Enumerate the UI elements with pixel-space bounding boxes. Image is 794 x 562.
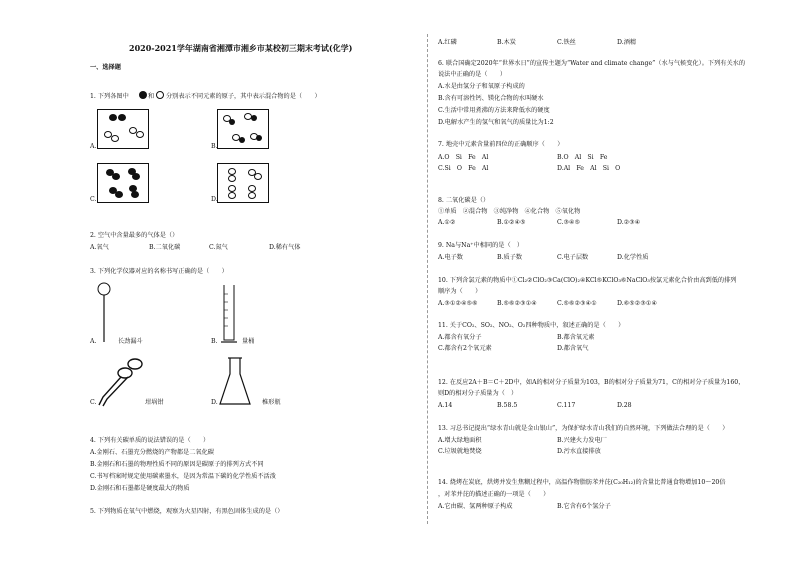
white-atom-icon: [228, 192, 236, 199]
q5-option-a: A.红磷: [438, 39, 457, 46]
option-b-diagram: [217, 109, 269, 149]
q3-option-c-label: C.: [90, 399, 97, 406]
q14-stem-line1: 14. 烧烤在炭底，烘烤并发生焦糊过程中，高温作物脂肪苯并芘(C₂₀H₁₂)的含量比普通食物增加10～20倍: [438, 479, 726, 486]
q7-option-d: D.Al Fe Al Si O: [557, 165, 621, 172]
black-atom-icon: [229, 119, 235, 125]
q3-option-b-text: 量桶: [242, 338, 255, 345]
black-atom-icon: [115, 191, 123, 198]
column-divider: [427, 34, 428, 524]
funnel-icon: [95, 282, 115, 344]
white-atom-icon: [136, 131, 144, 138]
q6-stem-line2: 说法中正确的是（ ）: [438, 71, 507, 78]
q13-stem: 13. 习总书记提出“绿水青山就是金山银山”，为保护绿水青山我们的自然环境，下列做法合理的是（ ）: [438, 425, 729, 432]
q11-option-a: A.都含有氧分子: [438, 334, 482, 341]
q4-stem: 4. 下列有关碳单质的说法错误的是（ ）: [90, 437, 210, 444]
q8-option-a: A.①②: [438, 219, 456, 226]
q5-option-b: B.木炭: [497, 39, 516, 46]
q3-option-d-text: 椎形瓶: [262, 399, 281, 406]
white-atom-icon: [248, 192, 256, 199]
crucible-tongs-icon: [95, 355, 145, 407]
q2-option-c: C.氮气: [209, 244, 228, 251]
q10-stem-line1: 10. 下列含氯元素的物质中①Cl₂②ClO₂③Ca(ClO)₂④KCl⑤KClO₃⑥NaClO₃按氯元素化合价由高到低的排列: [438, 277, 737, 284]
q1-stem-b: 和: [148, 93, 155, 100]
black-atom-icon: [239, 137, 245, 143]
q2-option-b: B.二氧化碳: [149, 244, 181, 251]
option-a-label: A.: [90, 143, 97, 150]
q11-option-c: C.都含有2个氧元素: [438, 345, 492, 352]
q4-option-d: D.金刚石和石墨都是硬度最大的物质: [90, 485, 190, 492]
q8-option-b: B.①②④⑤: [497, 219, 526, 226]
q2-option-d: D.稀有气体: [269, 244, 301, 251]
q2-option-a: A.氧气: [90, 244, 109, 251]
q2-stem: 2. 空气中含量最多的气体是（）: [90, 232, 179, 239]
q9-option-c: C.电子层数: [557, 254, 589, 261]
q1-stem-c: 分别表示不同元素的原子，其中表示混合物的是（ ）: [166, 93, 321, 100]
q7-option-a: A.O Si Fe Al: [438, 154, 489, 161]
q13-option-d: D.污水直接排放: [557, 448, 601, 455]
conical-flask-icon: [218, 356, 252, 408]
q13-option-c: C.垃圾就地焚烧: [438, 448, 482, 455]
q8-items: ①单质 ②混合物 ③纯净物 ④化合物 ⑤氧化物: [438, 208, 581, 215]
q7-stem: 7. 地壳中元素含量前四位的正确顺序（ ）: [438, 141, 564, 148]
q8-option-d: D.②③④: [617, 219, 641, 226]
q13-option-a: A.增大绿地面积: [438, 437, 482, 444]
white-atom-icon: [248, 185, 256, 192]
white-atom-icon: [254, 173, 262, 180]
black-atom-icon: [112, 173, 120, 180]
q3-option-b-label: B.: [211, 338, 218, 345]
white-atom-icon: [111, 135, 119, 142]
q10-option-c: C.⑤⑥②③④①: [557, 300, 597, 307]
q12-option-c: C.117: [557, 402, 576, 409]
q6-option-b: B.含有可溶性钙、镁化合物的水叫硬水: [438, 95, 544, 102]
q8-option-c: C.③④⑤: [557, 219, 581, 226]
q11-option-d: D.都含氧气: [557, 345, 589, 352]
q4-option-a: A.金刚石、石墨充分燃烧的产物都是二氧化碳: [90, 449, 214, 456]
q6-option-a: A.水是由氢分子和氧原子构成的: [438, 83, 525, 90]
q12-stem-line1: 12. 在反应2A＋B＝C＋2D中，如A的相对分子质量为103，B的相对分子质量为71，C的相对分子质量为160，: [438, 379, 745, 386]
q11-stem: 11. 关于CO₂、SO₂、NO₂、O₂四种物质中，叙述正确的是（ ）: [438, 322, 625, 329]
q3-option-a-label: A.: [90, 338, 97, 345]
white-atom-icon: [228, 175, 236, 182]
q14-stem-line2: ，对苯并芘的描述正确的一项是（ ）: [438, 491, 550, 498]
q14-option-b: B.它含有6个氢分子: [557, 503, 611, 510]
option-b-label: B.: [211, 143, 218, 150]
black-atom-icon: [118, 114, 126, 121]
q12-option-a: A.14: [438, 402, 453, 409]
q3-option-a-text: 长劲漏斗: [118, 338, 143, 345]
black-atom-icon: [109, 114, 117, 121]
white-atom-icon: [228, 185, 236, 192]
q3-option-d-label: D.: [211, 399, 218, 406]
black-atom-icon: [256, 135, 262, 141]
q10-stem-line2: 顺序为（ ）: [438, 288, 482, 295]
q9-stem: 9. Na与Na⁺中相同的是（ ）: [438, 242, 524, 249]
black-atom-icon: [139, 91, 147, 99]
q6-stem-line1: 6. 联合国确定2020年“世界水日”的宣传主题为“Water and climate change”（水与气候变化）。下列有关水的: [438, 60, 746, 67]
right-column: [430, 0, 794, 562]
q9-option-d: D.化学性质: [617, 254, 649, 261]
option-c-diagram: [97, 163, 149, 203]
q3-option-c-text: 坩埚钳: [145, 399, 164, 406]
q8-stem: 8. 二氧化碳是（）: [438, 197, 490, 204]
q5-option-c: C.铁丝: [557, 39, 576, 46]
q9-option-b: B.质子数: [497, 254, 523, 261]
q6-option-d: D.电解水产生的氢气和氧气的质量比为1:2: [438, 119, 554, 126]
q5-stem: 5. 下列物质在氧气中燃烧，观察为火星四射，有黑色固体生成的是（）: [90, 508, 284, 515]
q3-stem: 3. 下列化学仪器对应的名称书写正确的是（ ）: [90, 268, 228, 275]
q1-stem-a: 1. 下列各图中: [90, 93, 129, 100]
black-atom-icon: [251, 115, 257, 121]
graduated-cylinder-icon: [220, 284, 238, 344]
q5-option-d: D.酒精: [617, 39, 637, 46]
q7-option-b: B.O Al Si Fe: [557, 154, 608, 161]
option-a-diagram: [97, 109, 149, 149]
page-title: 2020-2021学年湖南省湘潭市湘乡市某校初三期末考试(化学): [129, 43, 353, 53]
q12-option-b: B.58.5: [497, 402, 518, 409]
white-atom-icon: [228, 168, 236, 175]
option-d-diagram: [217, 163, 269, 203]
q11-option-b: B.都含氧元素: [557, 334, 595, 341]
q7-option-c: C.Si O Fe Al: [438, 165, 489, 172]
option-d-label: D.: [211, 196, 218, 203]
white-atom-icon: [156, 91, 164, 99]
black-atom-icon: [132, 173, 140, 180]
q6-option-c: C.生活中常用煮沸的方法来降低水的硬度: [438, 107, 550, 114]
q4-option-c: C.书写档案时规定使用碳素墨水，是因为常温下碳的化学性质不活泼: [90, 473, 276, 480]
q4-option-b: B.金刚石和石墨的物理性质不同的原因是碳原子的排列方式不同: [90, 461, 264, 468]
q10-option-b: B.⑤⑥②③①④: [497, 300, 537, 307]
q10-option-a: A.③①②④⑤⑥: [438, 300, 478, 307]
q13-option-b: B.兴建火力发电厂: [557, 437, 607, 444]
option-c-label: C.: [90, 196, 97, 203]
black-atom-icon: [131, 191, 139, 198]
q14-option-a: A.它由碳、氢两种原子构成: [438, 503, 513, 510]
section-heading: 一、选择题: [90, 64, 121, 71]
q12-stem-line2: 则D的相对分子质量为（ ）: [438, 390, 518, 397]
q9-option-a: A.电子数: [438, 254, 463, 261]
q10-option-d: D.⑥⑤②③①④: [617, 300, 657, 307]
q12-option-d: D.28: [617, 402, 632, 409]
